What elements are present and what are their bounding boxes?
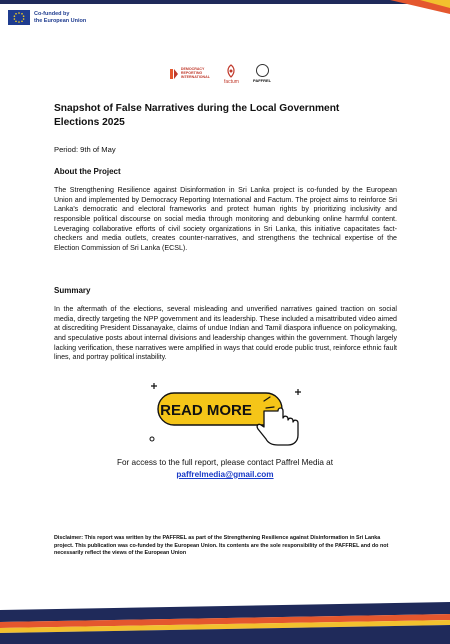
dri-logo <box>169 67 210 81</box>
read-more-button[interactable] <box>140 381 310 447</box>
eu-caption-line2: the European Union <box>34 17 87 24</box>
period-text: Period: 9th of May <box>54 145 116 154</box>
factum-logo <box>224 64 239 85</box>
eu-caption-line1: Co-funded by <box>34 11 70 18</box>
factum-mark-icon <box>225 64 237 78</box>
paffrel-logo <box>253 64 271 83</box>
document-title: Snapshot of False Narratives during the Local Government Elections 2025 <box>54 103 340 128</box>
paffrel-mark-icon <box>256 64 269 77</box>
summary-paragraph: In the aftermath of the elections, several misleading and unverified narratives gained traction on social media, directly targeting the NPP government and its leadership. These included a misattributed video aimed at discrediting President Dissanayake, claims of undue Indian and Tamil diaspora influence on policymaking, and speculative posts about internal divisions and leadership changes within the government. Though largely lacking verification, these narratives were amplified in ways that could erode public trust, reinforce ethnic fault lines, and portray political instability. <box>54 305 397 362</box>
disclaimer-text: Disclaimer: This report was written by the PAFFREL as part of the Strengthening Resilience against Disinformation in Sri Lanka project. This publication was co-funded by the European Union. Its contents are the sole responsibility of the PAFFREL and do not necessarily reflect the views of the European Union <box>54 535 389 557</box>
read-more-label: READ MORE <box>160 402 252 419</box>
eu-flag-icon <box>8 10 30 25</box>
paffrel-label: PAFFREL <box>252 78 272 84</box>
corner-decoration-inner <box>420 0 450 8</box>
dri-mark-icon <box>169 67 179 81</box>
about-paragraph: The Strengthening Resilience against Disinformation in Sri Lanka project is co-funded by the European Union and implemented by Democracy Reporting International and Factum. The project aims to reinforce Sri Lanka's democratic and electoral frameworks and protect human rights by prioritizing inclusivity and responsible political discourse on social media through monitoring and debunking online harmful content. Leveraging collaborative efforts of civil society organizations in Sri Lanka, this initiative capacitates fact-checkers and media outlets, creates counter-narratives, and strengthens the technical expertise of the Election Commission of Sri Lanka (ECSL). <box>54 186 397 252</box>
access-text: For access to the full report, please contact Paffrel Media at <box>116 458 334 467</box>
access-note <box>0 457 450 481</box>
eu-caption <box>34 11 86 24</box>
dri-line3: INTERNATIONAL <box>180 74 210 79</box>
email-link[interactable]: paffrelmedia@gmail.com <box>176 469 274 479</box>
summary-heading: Summary <box>54 286 91 295</box>
eu-logo <box>8 10 86 25</box>
dri-line1: DEMOCRACY <box>180 67 205 72</box>
partner-logos <box>130 62 310 86</box>
bottom-decoration <box>0 584 450 644</box>
top-stripe <box>0 0 450 4</box>
about-heading: About the Project <box>54 167 121 176</box>
dri-line2: REPORTING <box>180 71 203 76</box>
factum-label: factum <box>223 78 239 85</box>
